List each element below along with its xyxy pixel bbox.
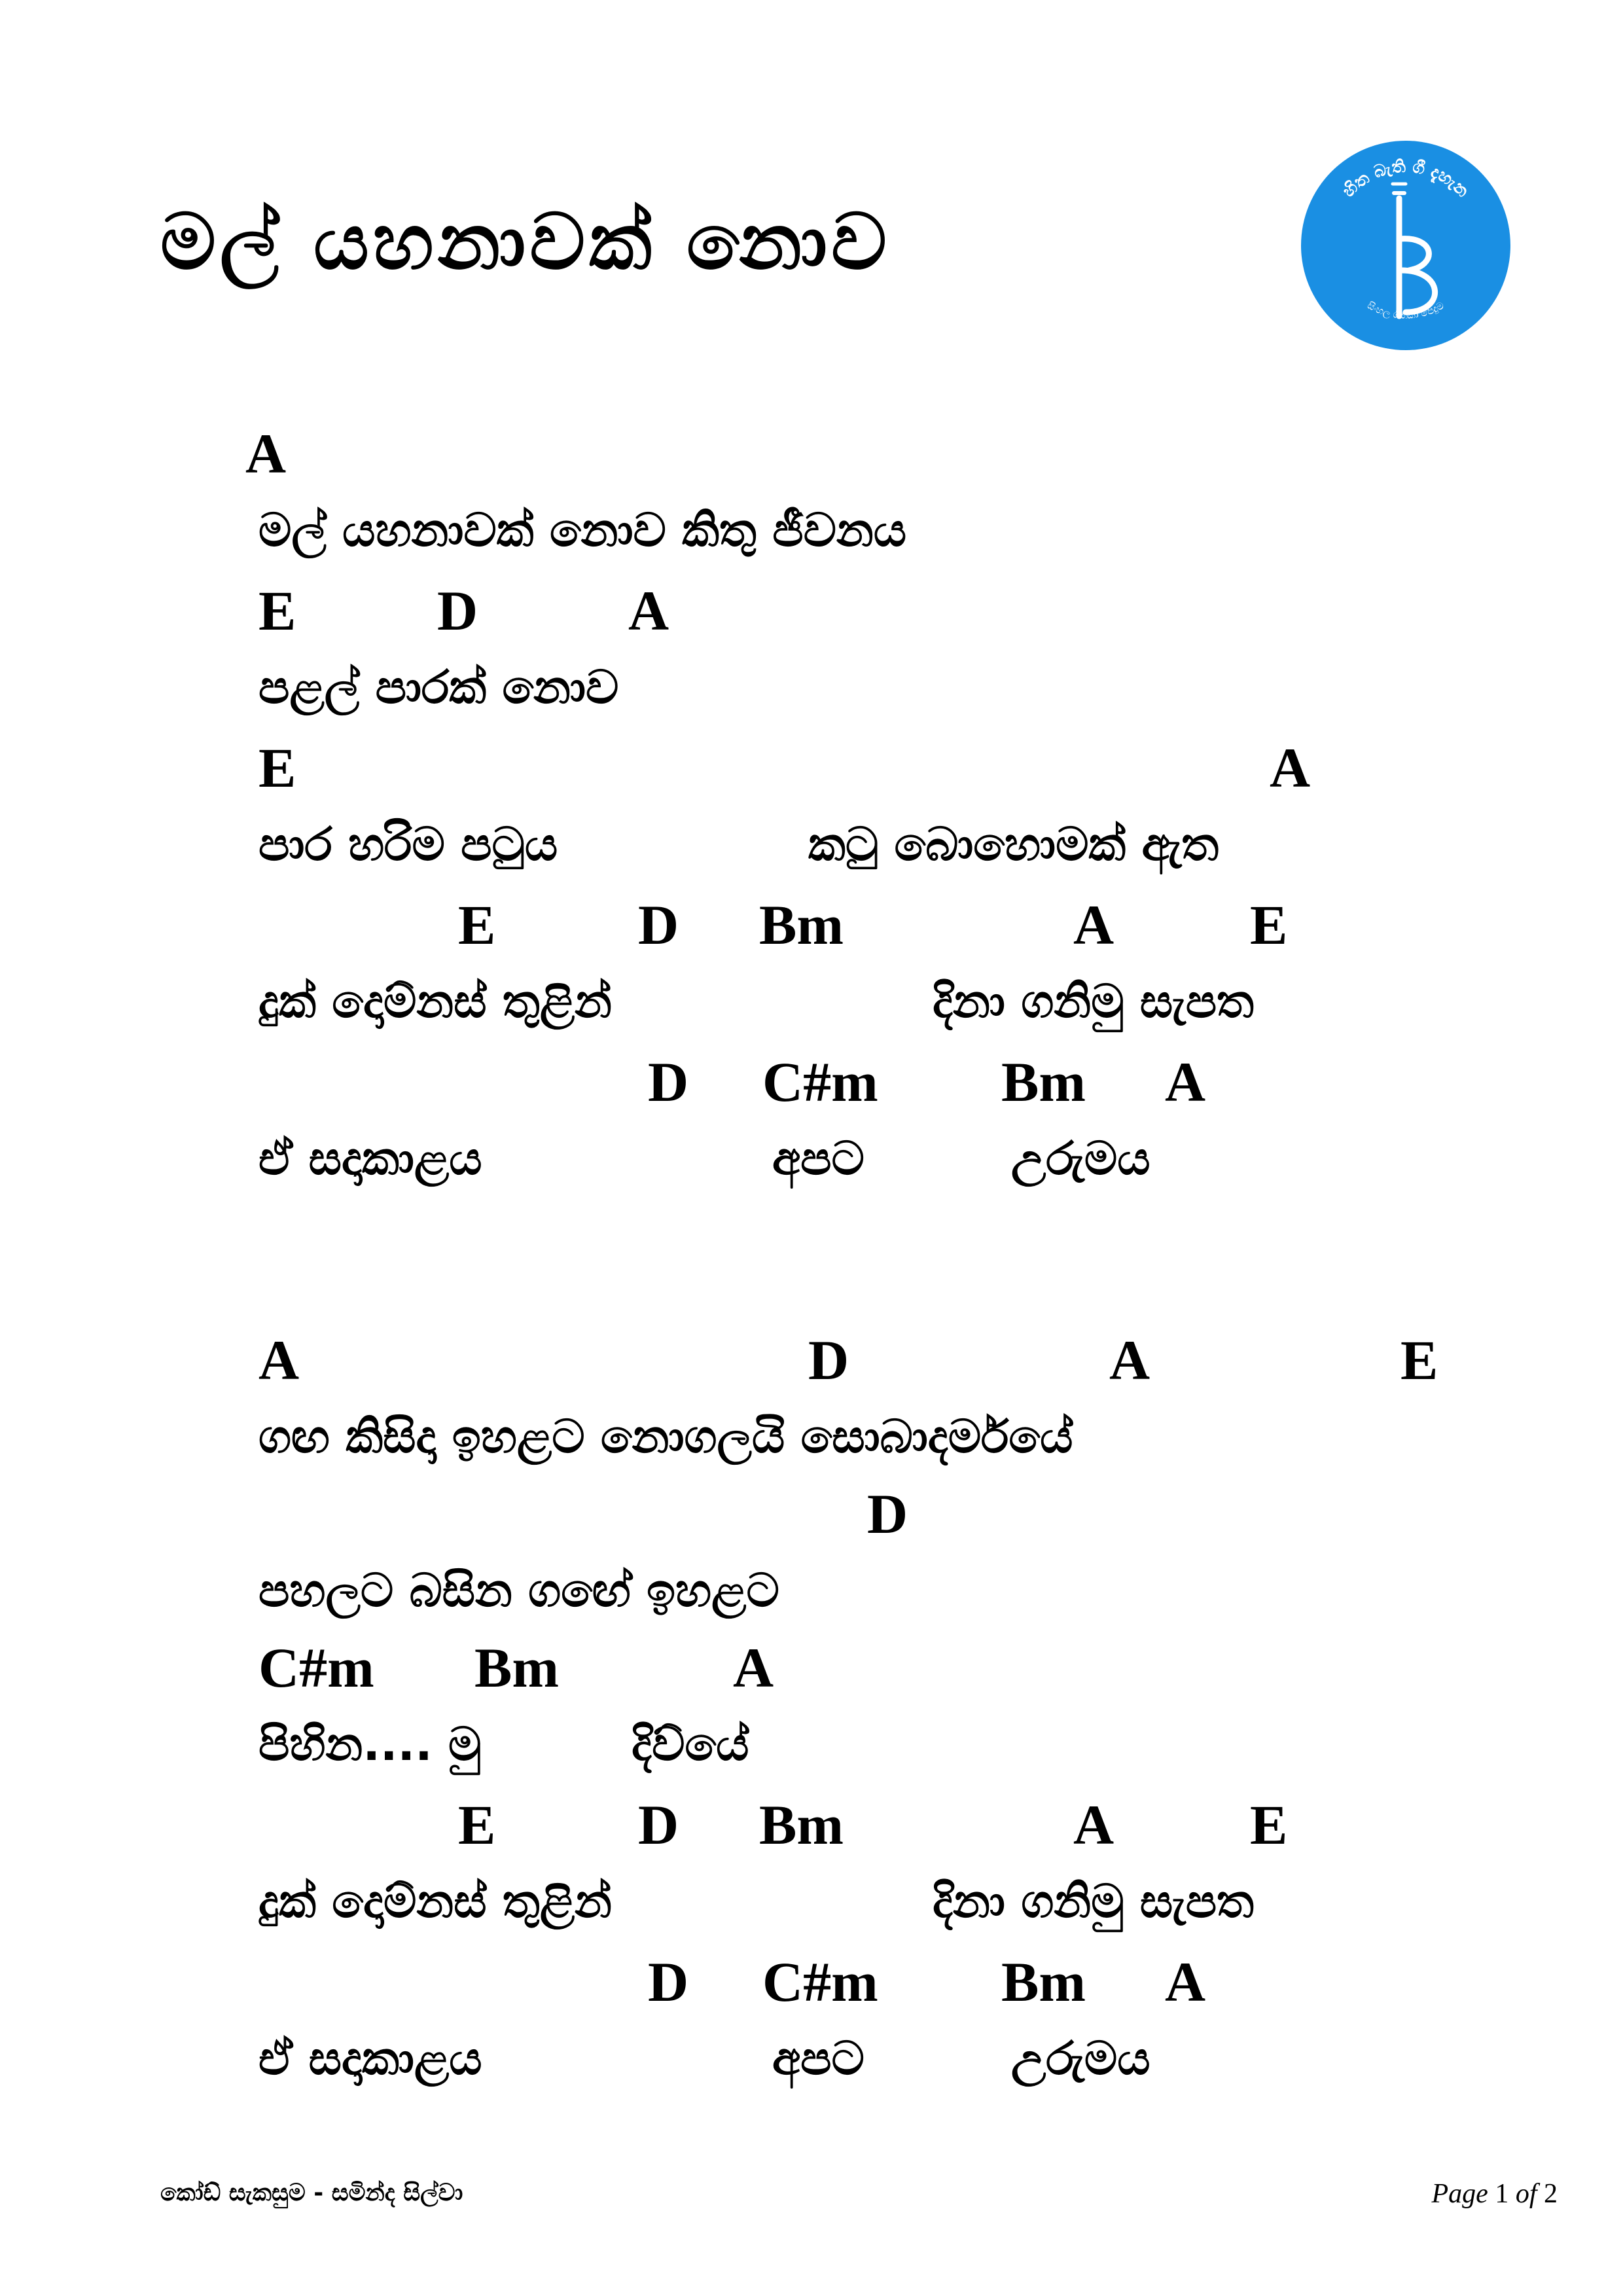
lyric-line: දුක් දොම්නස් තුළින් (259, 975, 612, 1028)
lyric-line: දුක් දොම්නස් තුළින් (259, 1874, 612, 1928)
lyric-line: දිව්යේ (632, 1717, 749, 1771)
page-of: of (1515, 2179, 1537, 2209)
chord: E (458, 893, 496, 956)
lyric-line: කටු බොහොමක් ඇත (808, 817, 1219, 871)
page-current: 1 (1495, 2179, 1509, 2209)
chord: A (1270, 736, 1311, 799)
song-title: මල් යහනාවක් නොව (160, 196, 891, 287)
chord: Bm (759, 1793, 844, 1856)
logo (1301, 141, 1510, 350)
chord: A (628, 579, 669, 642)
chord: D (437, 579, 478, 642)
logo-bottom-text: සිංහල ගීතිකා පෙදුම (1365, 299, 1446, 321)
lyric-line: උරුමය (1011, 1132, 1150, 1185)
chord: A (1165, 1950, 1206, 2013)
chord: D (648, 1950, 689, 2013)
chord: C#m (762, 1950, 878, 2013)
chord-credit: කෝඩ් සැකසුම - සමින්ද සිල්වා (160, 2179, 463, 2206)
chord: D (808, 1329, 849, 1391)
chord: A (259, 1329, 300, 1391)
chord: Bm (1001, 1050, 1086, 1113)
chord: E (458, 1793, 496, 1856)
chord: E (259, 579, 296, 642)
chord: C#m (762, 1050, 878, 1113)
lyric-line: පාර හරිම පටුය (259, 817, 558, 871)
chord: C#m (259, 1636, 374, 1699)
lyric-line: පිහින.... මු (259, 1717, 482, 1771)
chord: E (1400, 1329, 1438, 1391)
lyric-line: ඒ සදාකාළය (259, 1132, 482, 1185)
chord: A (733, 1636, 774, 1699)
lyric-line: දිනා ගනිමු සැපත (933, 1874, 1254, 1928)
chord: A (1165, 1050, 1206, 1113)
chord: D (638, 1793, 679, 1856)
lyric-line: පළල් පාරක් නොව (259, 660, 619, 714)
page-number (1432, 2178, 1558, 2210)
chord: D (638, 893, 679, 956)
logo-top-text: හිත බැති ගී දැහැන (1338, 156, 1473, 202)
lyric-line: අපට (772, 1132, 865, 1185)
chord: Bm (759, 893, 844, 956)
chord: E (1250, 893, 1288, 956)
lyric-line: ඒ සදාකාළය (259, 2032, 482, 2085)
page-label: Page (1431, 2179, 1488, 2209)
lyric-line: මල් යහනාවක් නොව කිතු ජීවනය (259, 503, 907, 557)
chord: A (1073, 1793, 1115, 1856)
lyric-line: පහලට බසින ගඟේ ඉහළට (259, 1564, 779, 1617)
chord: Bm (474, 1636, 559, 1699)
chord: E (259, 736, 296, 799)
chord: A (1073, 893, 1115, 956)
chord: D (648, 1050, 689, 1113)
chord: E (1250, 1793, 1288, 1856)
chord: D (867, 1482, 908, 1545)
lyric-line: උරුමය (1011, 2032, 1150, 2085)
lyric-line: ගඟ කිසිදා ඉහළට නොගලයි සොබාදර්මයේ (259, 1410, 1073, 1463)
chord: Bm (1001, 1950, 1086, 2013)
lyric-line: දිනා ගනිමු සැපත (933, 975, 1254, 1028)
chord: A (245, 422, 287, 485)
page-total: 2 (1544, 2179, 1558, 2209)
lyric-line: අපට (772, 2032, 865, 2085)
chord: A (1109, 1329, 1150, 1391)
